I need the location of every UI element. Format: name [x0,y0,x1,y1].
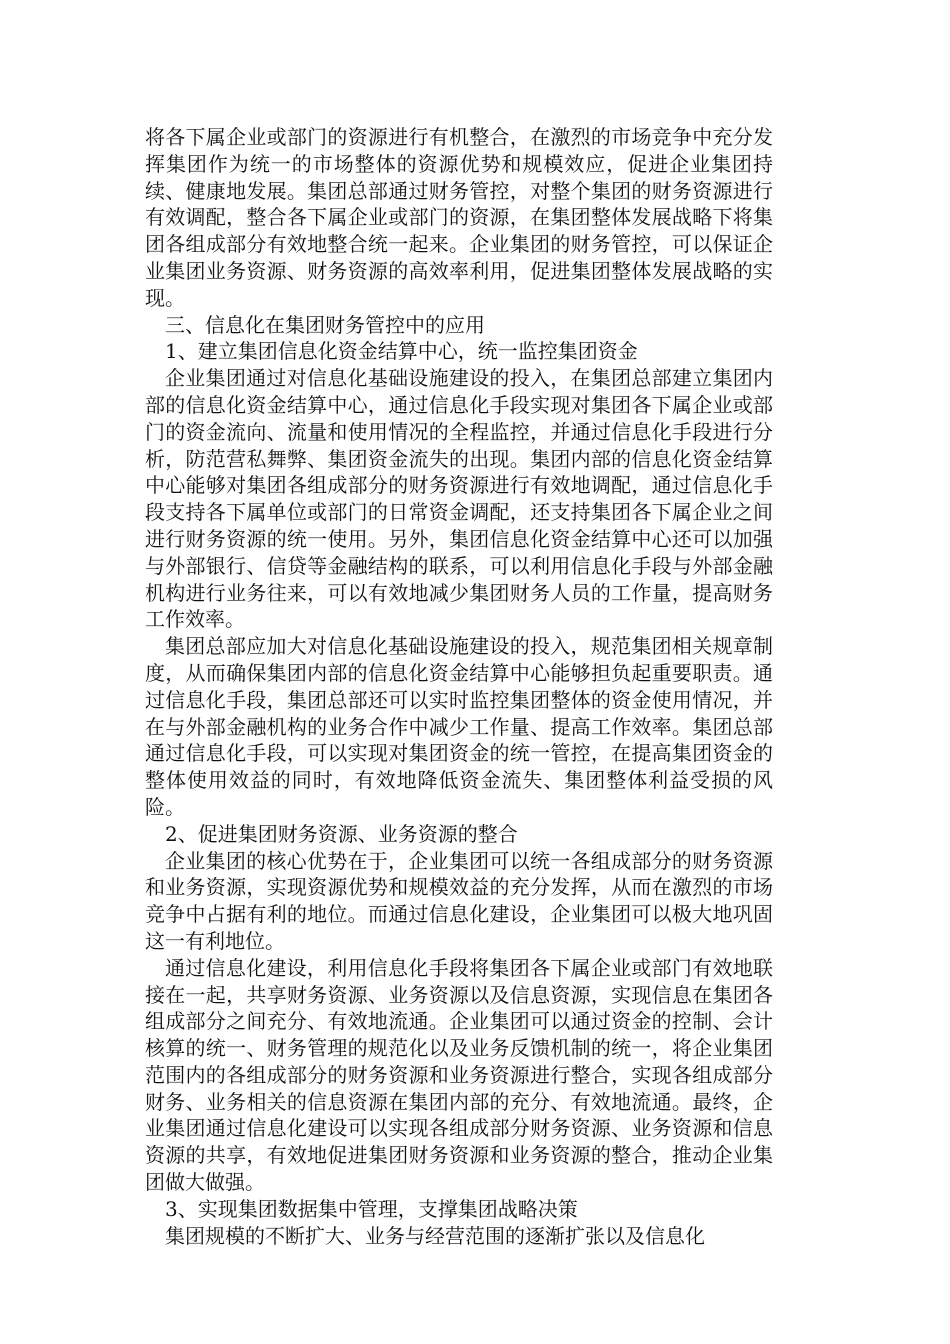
subsection-heading-2: 2、促进集团财务资源、业务资源的整合 [165,821,518,846]
paragraph-settlement-center: 企业集团通过对信息化基础设施建设的投入，在集团总部建立集团内部的信息化资金结算中心，通过信息化手段实现对集团各下属企业或部门的资金流向、流量和使用情况的全程监控，并通过信息化手段进行分析，防范营私舞弊、集团资金流失的出现。集团内部的信息化资金结算中心能够对集团各组成部分的财务资源进行有效地调配，通过信息化手段支持各下属单位或部门的日常资金调配，还支持集团各下属企业之间进行财务资源的统一使用。另外，集团信息化资金结算中心还可以加强与外部银行、信贷等金融结构的联系，可以利用信息化手段与外部金融机构进行业务往来，可以有效地减少集团财务人员的工作量，提高财务工作效率。 [145,366,773,632]
paragraph-data-management: 集团规模的不断扩大、业务与经营范围的逐渐扩张以及信息化 [165,1223,705,1248]
paragraph-infrastructure-investment: 集团总部应加大对信息化基础设施建设的投入，规范集团相关规章制度，从而确保集团内部的信息化资金结算中心能够担负起重要职责。通过信息化手段，集团总部还可以实时监控集团整体的资金使用情况，并在与外部金融机构的业务合作中减少工作量、提高工作效率。集团总部通过信息化手段，可以实现对集团资金的统一管控，在提高集团资金的整体使用效益的同时，有效地降低资金流失、集团整体利益受损的风险。 [145,634,773,819]
document-body [145,124,773,1249]
section-heading-3: 三、信息化在集团财务管控中的应用 [165,312,485,337]
paragraph-core-advantage: 企业集团的核心优势在于，企业集团可以统一各组成部分的财务资源和业务资源，实现资源优势和规模效益的充分发挥，从而在激烈的市场竞争中占据有利的地位。而通过信息化建设，企业集团可以极大地巩固这一有利地位。 [145,848,773,953]
paragraph-financial-control-summary: 将各下属企业或部门的资源进行有机整合，在激烈的市场竞争中充分发挥集团作为统一的市场整体的资源优势和规模效应，促进企业集团持续、健康地发展。集团总部通过财务管控，对整个集团的财务资源进行有效调配，整合各下属企业或部门的资源，在集团整体发展战略下将集团各组成部分有效地整合统一起来。企业集团的财务管控，可以保证企业集团业务资源、财务资源的高效率利用，促进集团整体发展战略的实现。 [145,125,773,310]
subsection-heading-1: 1、建立集团信息化资金结算中心，统一监控集团资金 [165,339,638,364]
paragraph-resource-integration: 通过信息化建设，利用信息化手段将集团各下属企业或部门有效地联接在一起，共享财务资源、业务资源以及信息资源，实现信息在集团各组成部分之间充分、有效地流通。企业集团可以通过资金的控制、会计核算的统一、财务管理的规范化以及业务反馈机制的统一，将企业集团范围内的各组成部分的财务资源和业务资源进行整合，实现各组成部分财务、业务相关的信息资源在集团内部的充分、有效地流通。最终，企业集团通过信息化建设可以实现各组成部分财务资源、业务资源和信息资源的共享，有效地促进集团财务资源和业务资源的整合，推动企业集团做大做强。 [145,955,773,1195]
subsection-heading-3: 3、实现集团数据集中管理，支撑集团战略决策 [165,1196,578,1221]
